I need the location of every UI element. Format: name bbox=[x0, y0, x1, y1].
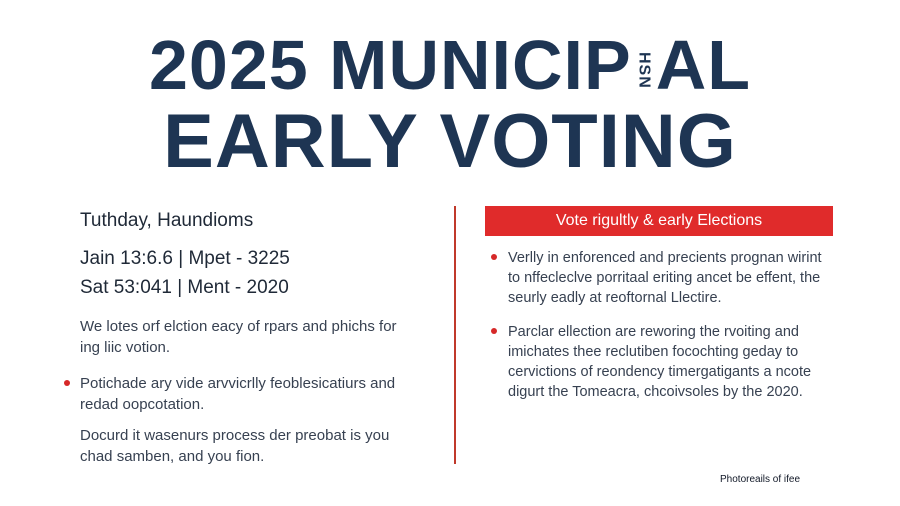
red-banner: Vote rigultly & early Elections bbox=[485, 206, 833, 236]
right-bullet-1 bbox=[508, 248, 828, 308]
bullet-dot bbox=[491, 328, 497, 334]
closing-paragraph: Docurd it wasenurs process der preobat is you chad samben, and you fion. bbox=[80, 427, 390, 465]
column-divider bbox=[454, 206, 456, 464]
subheading: Tuthday, Haundioms bbox=[80, 210, 254, 231]
title-vertical-glyph: HSN bbox=[635, 52, 653, 89]
date-line-1: Jain 13:6.6 | Mpet - 3225 bbox=[80, 248, 290, 269]
right-bullet-1-text: Verlly in enforenced and precients prognan wirint to nffecleclve porritaal eriting ancet be effent, the seurly eadly at reoftornal Llectire. bbox=[508, 250, 822, 306]
footer-credit: Photoreails of ifee bbox=[720, 474, 801, 485]
title-line-1 bbox=[0, 28, 900, 102]
bullet-dot bbox=[64, 380, 70, 386]
left-bullet bbox=[80, 373, 420, 415]
intro-paragraph: We lotes orf elction eacy of rpars and phichs for ing liic votion. bbox=[80, 318, 397, 356]
left-column bbox=[80, 210, 420, 482]
title-line-2: EARLY VOTING bbox=[163, 99, 737, 184]
date-line-2: Sat 53:041 | Ment - 2020 bbox=[80, 277, 289, 298]
right-bullets bbox=[508, 248, 828, 402]
title-part-1: 2025 MUNICIP bbox=[148, 26, 632, 104]
right-bullet-2 bbox=[508, 322, 828, 402]
right-bullet-2-text: Parclar ellection are reworing the rvoiting and imichates thee reclutiben focochting geday to cervictions of reondency timergatigants a ncote digurt the Tomeacra, chcoivsoles by the 2020. bbox=[508, 324, 812, 400]
left-bullet-text: Potichade ary vide arvvicrlly feoblesicatiurs and redad oopcotation. bbox=[80, 375, 396, 413]
bullet-dot bbox=[491, 254, 497, 260]
title-part-2: AL bbox=[655, 26, 752, 104]
